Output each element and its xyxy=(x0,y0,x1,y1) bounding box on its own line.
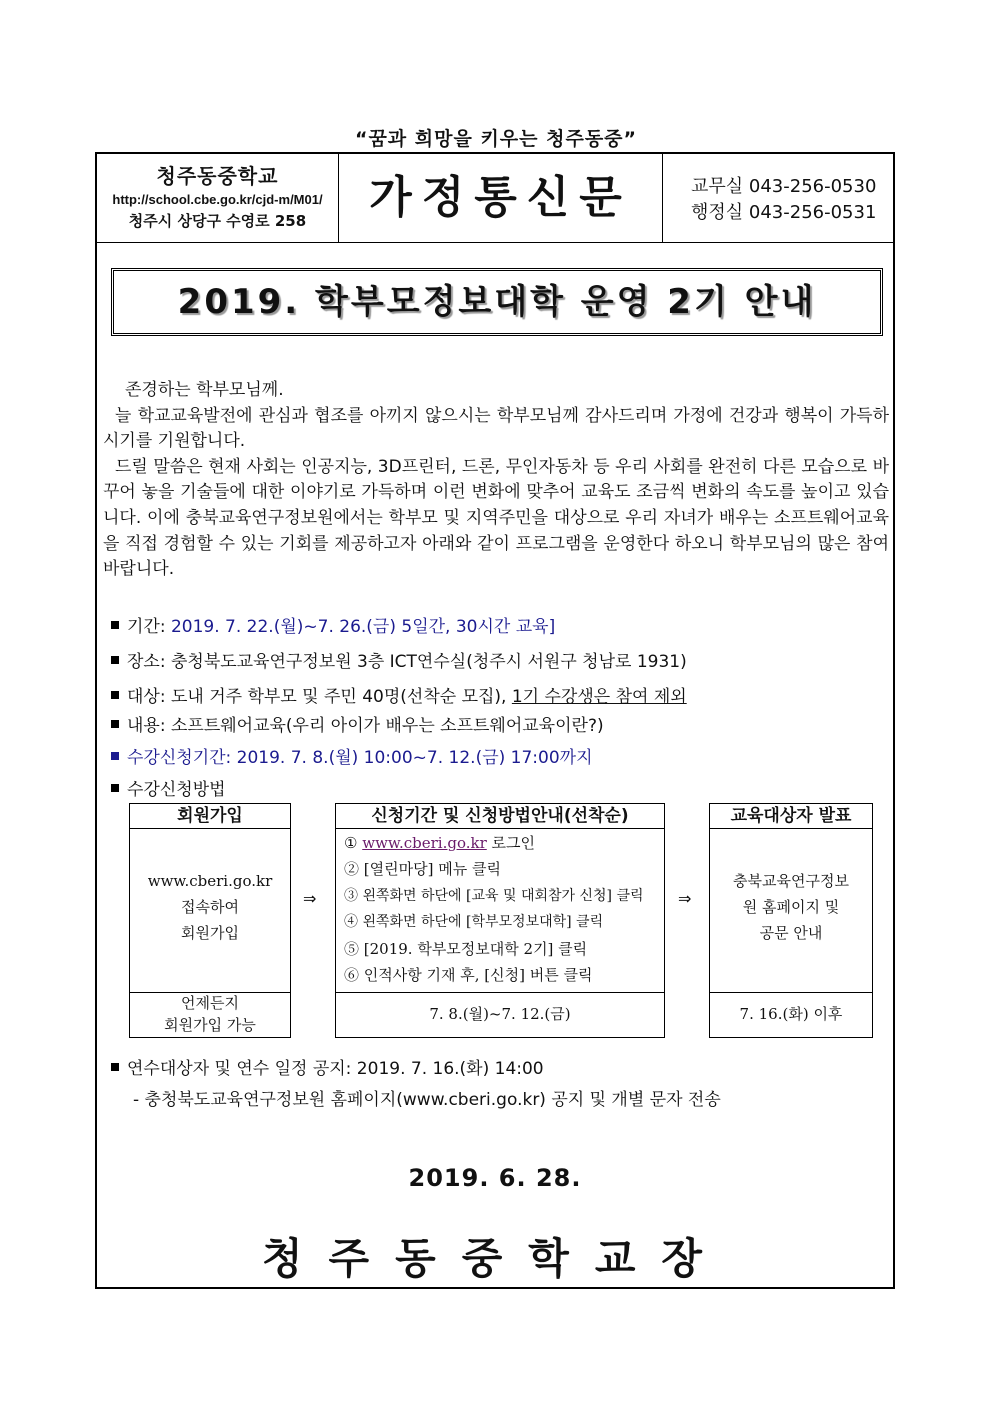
paragraph-2: 드릴 말씀은 현재 사회는 인공지능, 3D프린터, 드론, 무인자동차 등 우리 사회를 완전히 다른 모습으로 바꾸어 놓을 기술들에 대한 이야기로 가득하며 이런 변화에 맞추어 교육도 조금씩 변화의 속도를 높이고 있습니다. 이에 충북교육연구정보원에서는 학부모 및 지역주민을 대상으로 우리 자녀가 배우는 소프트웨어교육을 직접 경험할 수 있는 기회를 제공하고자 아래와 같이 프로그램을 운영한다 하오니 학부모님의 많은 참여 바랍니다. xyxy=(103,456,889,580)
paragraph-1: 늘 학교교육발전에 관심과 협조를 아끼지 않으시는 학부모님께 감사드리며 가정에 건강과 행복이 가득하시기를 기원합니다. xyxy=(103,405,889,452)
bullet-square-icon xyxy=(111,691,119,699)
slogan: “꿈과 희망을 키우는 청주동중” xyxy=(354,128,638,150)
signup-site[interactable]: www.cberi.go.kr xyxy=(147,872,273,890)
cberi-link[interactable]: www.cberi.go.kr xyxy=(362,834,487,852)
bullet-place: 장소: 충청북도교육연구정보원 3층 ICT연수실(청주시 서원구 청남로 1931) xyxy=(111,647,687,672)
school-name: 청주동중학교 xyxy=(156,164,279,188)
arrow-right-icon: ⇒ xyxy=(303,889,317,908)
flow-box-announce: 교육대상자 발표 충북교육연구정보 원 홈페이지 및 공문 안내 7. 16.(화) 이후 xyxy=(709,803,873,1038)
school-info xyxy=(97,154,339,242)
phone-teachers: 교무실 043-256-0530 xyxy=(691,176,877,197)
flow-box-signup: 회원가입 www.cberi.go.kr 접속하여 회원가입 언제든지 회원가입 가능 xyxy=(129,803,291,1038)
header xyxy=(97,154,893,243)
apply-steps xyxy=(336,828,664,988)
arrow-right-icon: ⇒ xyxy=(678,889,692,908)
phone-admin: 행정실 043-256-0531 xyxy=(691,202,877,223)
target-exclusion: 1기 수강생은 참여 제외 xyxy=(511,687,687,707)
notice-detail: - 충청북도교육연구정보원 홈페이지(www.cberi.go.kr) 공지 및 개별 문자 전송 xyxy=(133,1090,721,1110)
flow-box-apply xyxy=(335,803,665,1038)
bullet-apply-period: 수강신청기간: 2019. 7. 8.(월) 10:00~7. 12.(금) 17:00까지 xyxy=(111,743,593,768)
contact-info xyxy=(663,154,893,242)
step-2: ② [열린마당] 메뉴 클릭 xyxy=(344,860,501,879)
flow-box-footer: 7. 16.(화) 이후 xyxy=(739,1005,843,1023)
school-address: 청주시 상당구 수영로 258 xyxy=(128,212,307,230)
issue-date: 2019. 6. 28. xyxy=(408,1164,582,1192)
flow-box-header: 신청기간 및 신청방법안내(선착순) xyxy=(336,804,664,829)
period-value: 2019. 7. 22.(월)~7. 26.(금) 5일간, 30시간 교육] xyxy=(170,617,556,637)
bullet-square-icon xyxy=(111,1063,119,1071)
step-4: ④ 왼쪽화면 하단에 [학부모정보대학] 클릭 xyxy=(344,914,604,931)
bullet-square-icon xyxy=(111,752,119,760)
step-1: ① www.cberi.go.kr 로그인 xyxy=(344,834,536,852)
bullet-square-icon xyxy=(111,656,119,664)
newsletter-frame xyxy=(95,152,895,1289)
bullet-content: 내용: 소프트웨어교육(우리 아이가 배우는 소프트웨어교육이란?) xyxy=(111,711,604,736)
letter-body xyxy=(103,378,889,583)
bullet-square-icon xyxy=(111,784,119,792)
bullet-square-icon xyxy=(111,720,119,728)
step-3: ③ 왼쪽화면 하단에 [교육 및 대회참가 신청] 클릭 xyxy=(344,887,644,904)
bullet-period: 기간: 2019. 7. 22.(월)~7. 26.(금) 5일간, 30시간 교육] xyxy=(111,612,555,637)
flow-box-header: 교육대상자 발표 xyxy=(710,804,872,829)
flow-box-footer: 7. 8.(월)~7. 12.(금) xyxy=(429,1005,571,1023)
flow-box-footer: 언제든지 회원가입 가능 xyxy=(164,994,256,1034)
greeting: 존경하는 학부모님께. xyxy=(125,380,284,400)
flow-box-header: 회원가입 xyxy=(130,804,290,829)
bullet-apply-method: 수강신청방법 xyxy=(111,775,226,800)
bullet-square-icon xyxy=(111,621,119,629)
school-url[interactable]: http://school.cbe.go.kr/cjd-m/M01/ xyxy=(112,192,323,207)
principal-signature: 청주동중학교장 xyxy=(261,1234,728,1283)
bullet-notice: 연수대상자 및 연수 일정 공지: 2019. 7. 16.(화) 14:00 xyxy=(111,1054,544,1079)
page-title: 2019. 학부모정보대학 운영 2기 안내 xyxy=(111,268,883,336)
step-6: ⑥ 인적사항 기재 후, [신청] 버튼 클릭 xyxy=(344,966,593,985)
bullet-target: 대상: 도내 거주 학부모 및 주민 40명(선착순 모집), 1기 수강생은 참여 제외 xyxy=(111,682,687,707)
step-5: ⑤ [2019. 학부모정보대학 2기] 클릭 xyxy=(344,939,588,958)
newsletter-title: 가정통신문 xyxy=(339,154,663,242)
